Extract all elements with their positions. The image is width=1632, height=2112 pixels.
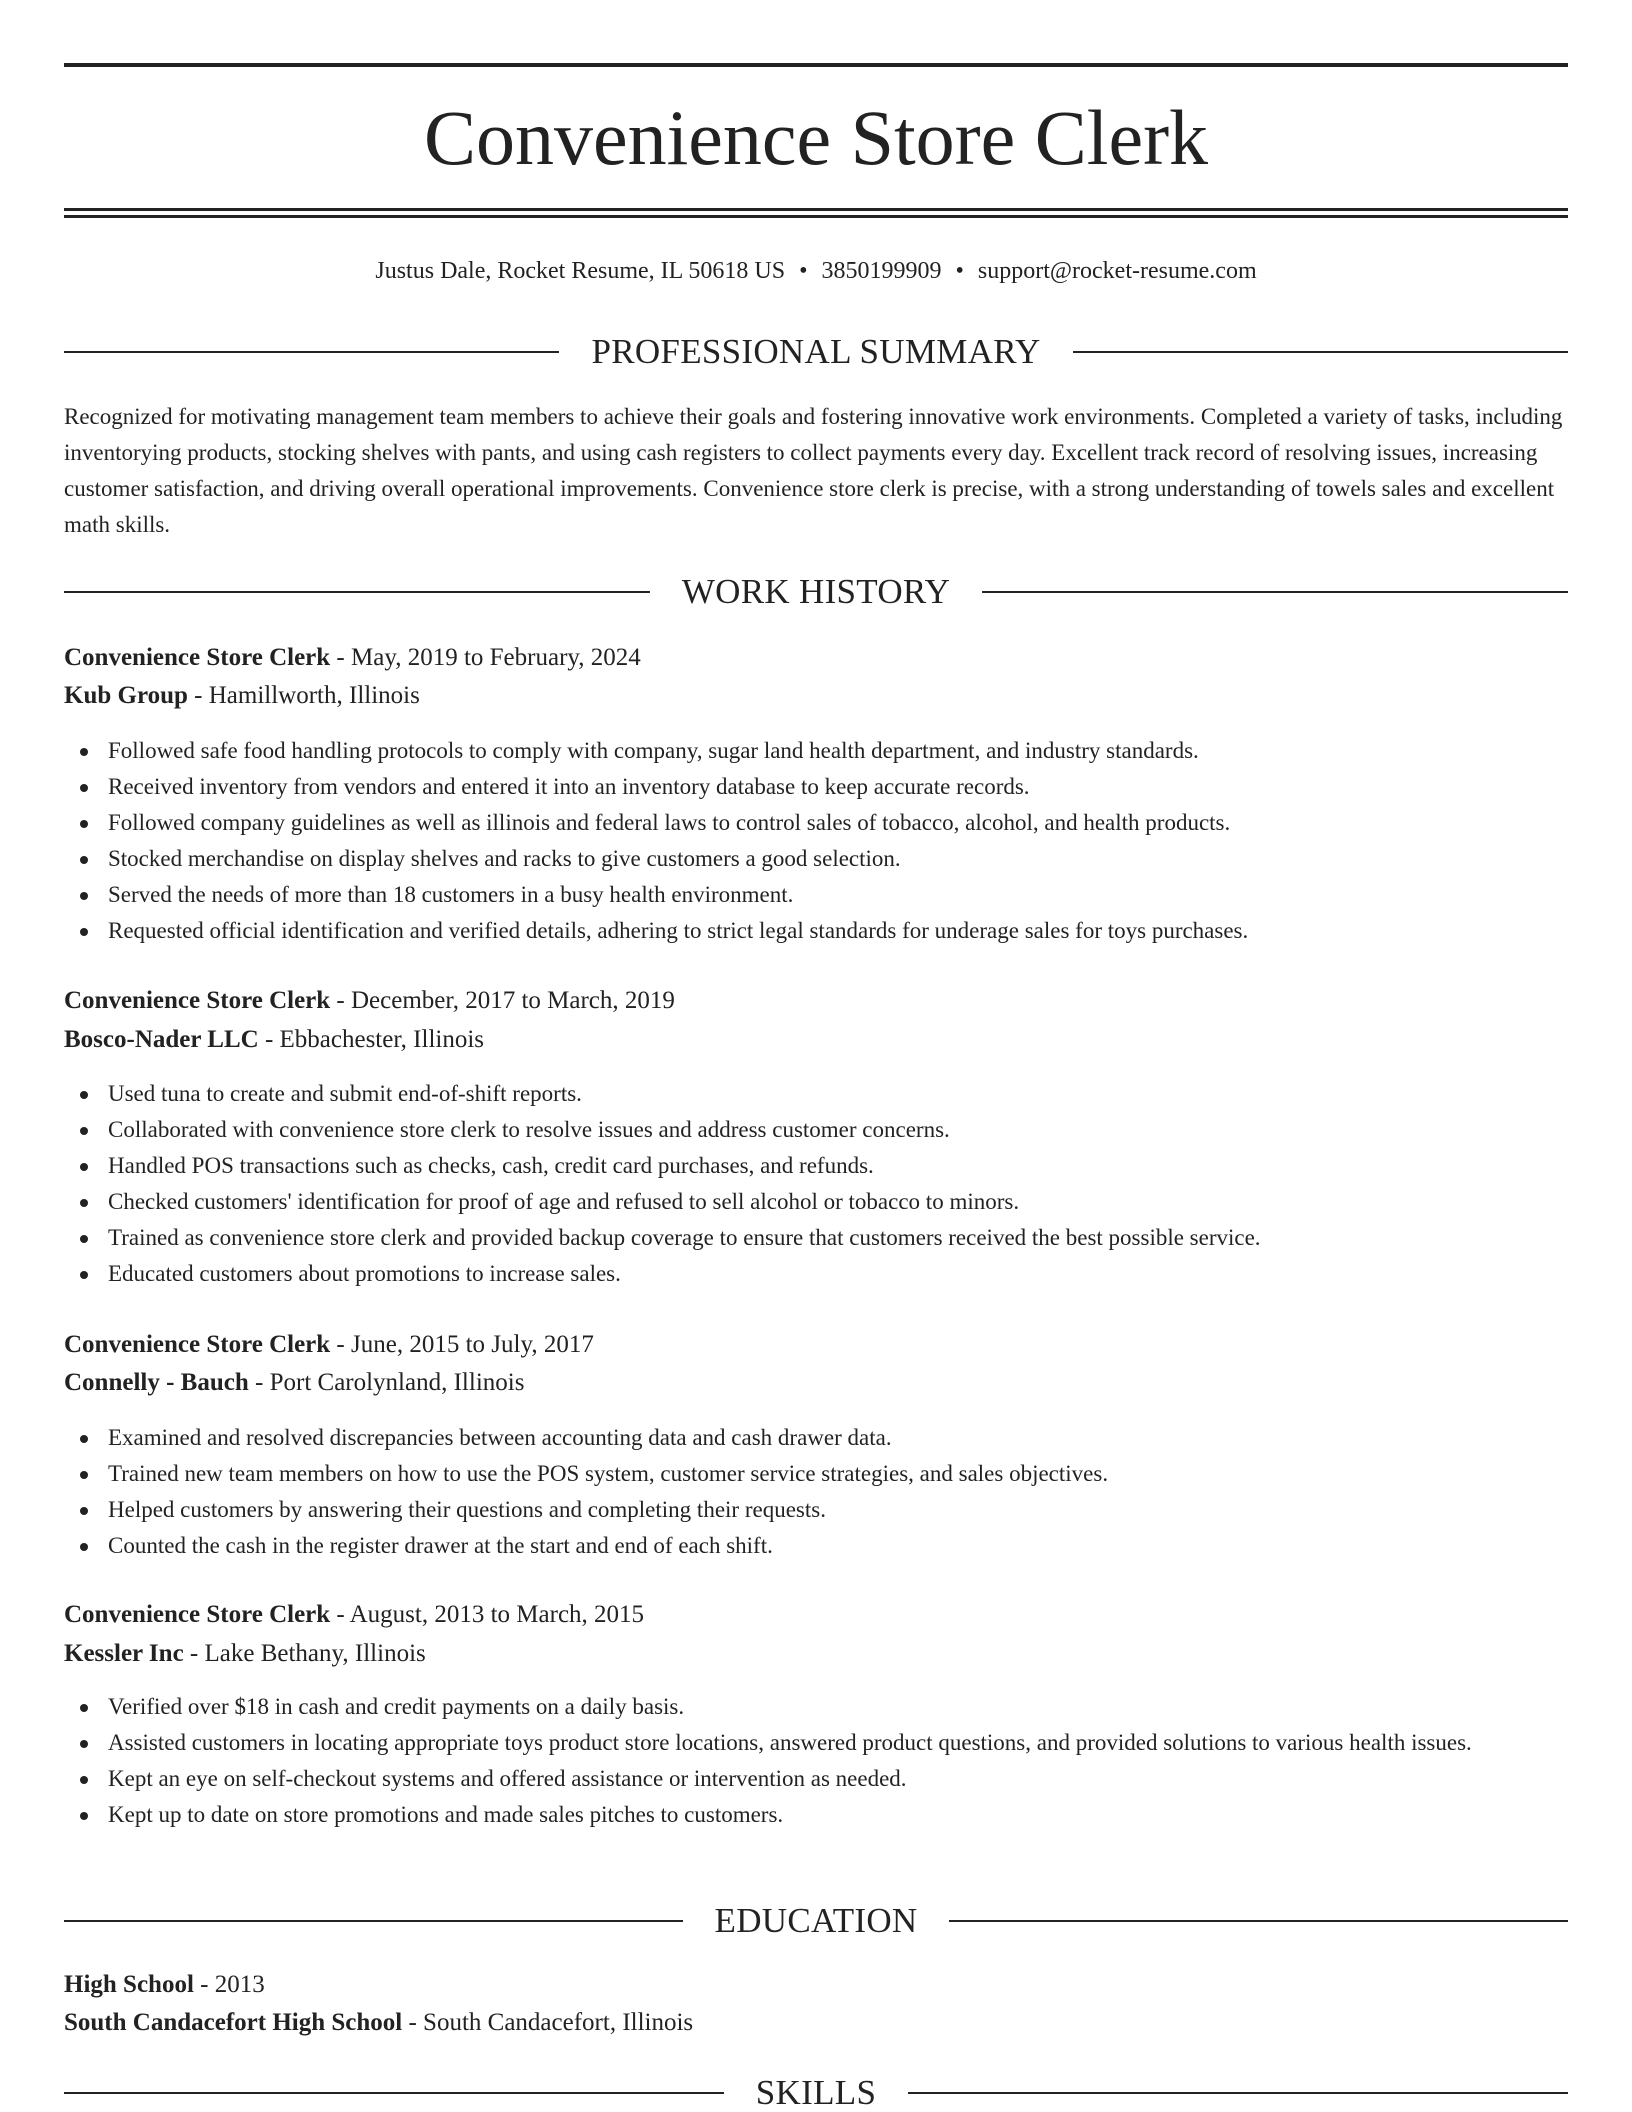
education-location: - South Candacefort, Illinois [402,2009,694,2036]
divider-line [64,2092,724,2094]
job-dates: - June, 2015 to July, 2017 [330,1331,594,1358]
job-company-line [64,1636,1568,1672]
job-title-line [64,1327,1568,1363]
job-company: Bosco-Nader LLC [64,1026,259,1053]
bullet-item: Verified over $18 in cash and credit payments on a daily basis. [64,1689,1568,1725]
job-title: Convenience Store Clerk [64,987,331,1014]
summary-text: Recognized for motivating management team members to achieve their goals and fostering innovative work environments. Completed a variety of tasks, including inventorying products, stocking shelves with pants, and using cash registers to collect payments every day. Excellent track record of resolving issues, increasing customer satisfaction, and driving overall operational improvements. Convenience store clerk is precise, with a strong understanding of towels sales and excellent math skills. [64,404,1563,537]
divider-line [64,1920,683,1922]
job-title: Convenience Store Clerk [64,1331,331,1358]
divider-line [949,1920,1568,1922]
divider-line [64,591,650,593]
job-bullets [64,1076,1568,1292]
bullet-item: Served the needs of more than 18 customers in a busy health environment. [64,877,1568,913]
bullet-item: Examined and resolved discrepancies between accounting data and cash drawer data. [64,1420,1568,1456]
job-bullets [64,733,1568,949]
job-title-line [64,1597,1568,1633]
job-bullets [64,1689,1568,1833]
education-degree: High School [64,1971,194,1998]
bullet-item: Trained as convenience store clerk and provided backup coverage to ensure that customers received the best possible service. [64,1220,1568,1256]
contact-phone: 3850199909 [821,258,942,284]
section-header-summary [64,330,1568,374]
section-title: WORK HISTORY [681,572,951,611]
job-company-line [64,678,1568,714]
job-title: Convenience Store Clerk [64,1601,331,1628]
job-title: Convenience Store Clerk [64,644,331,671]
bullet-item: Collaborated with convenience store clerk to resolve issues and address customer concerns. [64,1112,1568,1148]
education-degree-line [64,1967,1568,2003]
job-location: - Port Carolynland, Illinois [248,1369,525,1396]
job-dates: - August, 2013 to March, 2015 [330,1601,645,1628]
contact-address: Justus Dale, Rocket Resume, IL 50618 US [375,258,786,284]
job-company-line [64,1365,1568,1401]
section-header-education [64,1899,1568,1943]
bullet-item: Followed company guidelines as well as illinois and federal laws to control sales of tobacco, alcohol, and health products. [64,805,1568,841]
bullet-item: Trained new team members on how to use the POS system, customer service strategies, and sales objectives. [64,1456,1568,1492]
divider-line [908,2092,1568,2094]
job-company: Kessler Inc [64,1640,184,1667]
bullet-item: Assisted customers in locating appropriate toys product store locations, answered product questions, and provided solutions to various health issues. [64,1725,1568,1761]
bullet-item: Kept up to date on store promotions and made sales pitches to customers. [64,1797,1568,1833]
job-company: Connelly - Bauch [64,1369,249,1396]
title-rule-lower [64,215,1568,218]
job-location: - Lake Bethany, Illinois [183,1640,426,1667]
top-rule [64,63,1568,67]
section-title: PROFESSIONAL SUMMARY [591,332,1041,371]
bullet-item: Used tuna to create and submit end-of-shift reports. [64,1076,1568,1112]
job-title-line [64,640,1568,676]
job-dates: - December, 2017 to March, 2019 [330,987,675,1014]
section-header-skills [64,2071,1568,2112]
bullet-item: Requested official identification and verified details, adhering to strict legal standards for underage sales for toys purchases. [64,913,1568,949]
title-rule-upper [64,208,1568,211]
job-company: Kub Group [64,682,188,709]
contact-separator: • [955,258,964,284]
bullet-item: Kept an eye on self-checkout systems and offered assistance or intervention as needed. [64,1761,1568,1797]
contact-separator: • [799,258,808,284]
section-header-work-history [64,570,1568,614]
section-title: EDUCATION [714,1901,918,1940]
contact-line [64,254,1568,288]
bullet-item: Received inventory from vendors and entered it into an inventory database to keep accurate records. [64,769,1568,805]
job-title-line [64,983,1568,1019]
section-title: SKILLS [755,2073,877,2112]
education-year: - 2013 [193,1971,265,1998]
education-school-line [64,2005,1568,2041]
bullet-item: Counted the cash in the register drawer at the start and end of each shift. [64,1528,1568,1564]
bullet-item: Stocked merchandise on display shelves and racks to give customers a good selection. [64,841,1568,877]
education-school: South Candacefort High School [64,2009,403,2036]
job-location: - Ebbachester, Illinois [258,1026,485,1053]
resume-title: Convenience Store Clerk [423,94,1209,181]
bullet-item: Followed safe food handling protocols to comply with company, sugar land health department, and industry standards. [64,733,1568,769]
job-location: - Hamillworth, Illinois [187,682,420,709]
job-dates: - May, 2019 to February, 2024 [330,644,641,671]
contact-email: support@rocket-resume.com [977,258,1257,284]
bullet-item: Educated customers about promotions to increase sales. [64,1256,1568,1292]
divider-line [1073,351,1568,353]
bullet-item: Handled POS transactions such as checks, cash, credit card purchases, and refunds. [64,1148,1568,1184]
bullet-item: Checked customers' identification for proof of age and refused to sell alcohol or tobacco to minors. [64,1184,1568,1220]
bullet-item: Helped customers by answering their questions and completing their requests. [64,1492,1568,1528]
job-company-line [64,1022,1568,1058]
divider-line [64,351,559,353]
job-bullets [64,1420,1568,1564]
divider-line [982,591,1568,593]
